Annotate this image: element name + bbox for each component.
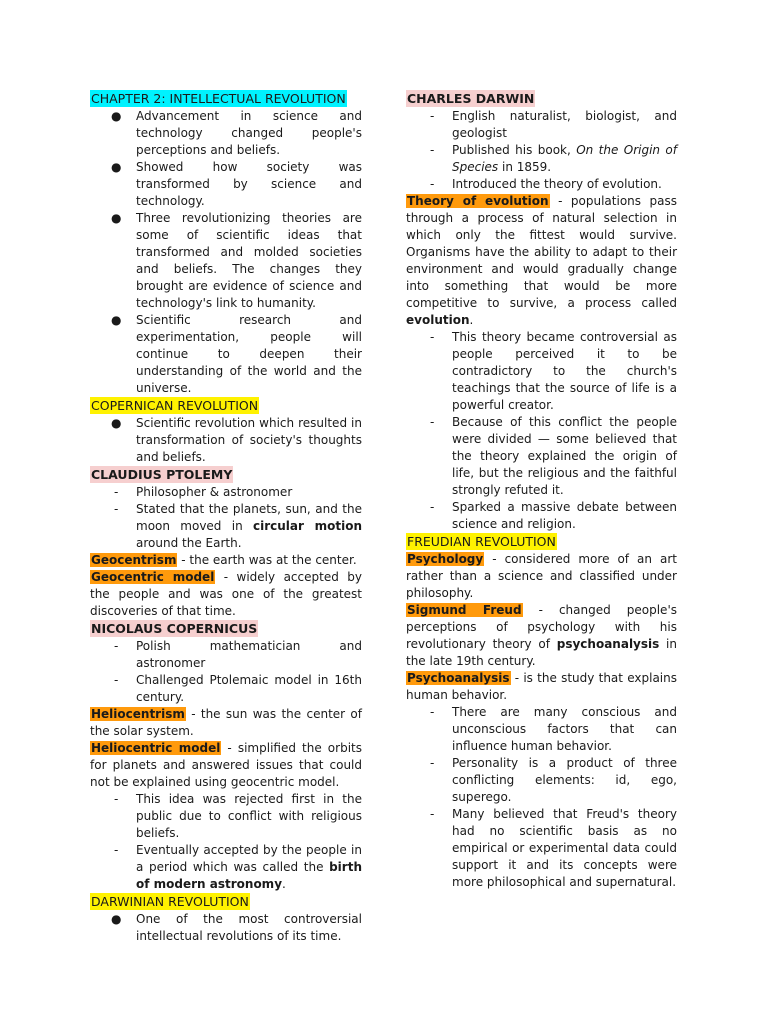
- chapter-heading-text: CHAPTER 2: INTELLECTUAL REVOLUTION: [91, 91, 346, 106]
- dash-icon: -: [114, 792, 119, 806]
- copernican-bullet-list: [90, 415, 362, 466]
- list-item: - Eventually accepted by the people in a period which was called the birth of modern astronomy.: [114, 843, 362, 891]
- list-item: - Challenged Ptolemaic model in 16th century.: [114, 673, 362, 704]
- term-highlight: Psychology: [407, 552, 484, 566]
- geocentric-model-definition: Geocentric model - widely accepted by the people and was one of the greatest discoveries of that time.: [90, 570, 362, 618]
- heliocentric-list: [90, 791, 362, 893]
- term-highlight: Psychoanalysis: [407, 671, 510, 685]
- freud-definition: Sigmund Freud - changed people's perceptions of psychology with his revolutionary theory of psychoanalysis in the late 19th century.: [406, 603, 677, 668]
- term-highlight: Theory of evolution: [407, 194, 549, 208]
- theory-of-evolution-definition: Theory of evolution - populations pass through a process of natural selection in which only the fittest would survive. Organisms have the ability to adapt to their environment and would gradually change into something that would be more competitive to survive, a process called evolution.: [406, 194, 677, 327]
- list-item: - Philosopher & astronomer: [114, 485, 293, 499]
- dash-icon: -: [430, 177, 435, 191]
- term-highlight: Heliocentrism: [91, 707, 185, 721]
- bullet-icon: ●: [111, 912, 122, 926]
- left-column: [90, 90, 362, 945]
- list-item: - Many believed that Freud's theory had no scientific basis as no empirical or experimental data could support it and its concepts were more philosophical and supernatural.: [430, 807, 677, 889]
- list-item: - There are many conscious and unconscious factors that can influence human behavior.: [430, 705, 677, 753]
- term-highlight: Geocentric model: [91, 570, 215, 584]
- darwinian-heading: DARWINIAN REVOLUTION: [91, 894, 249, 909]
- bullet-icon: ●: [111, 313, 122, 327]
- copernican-heading: COPERNICAN REVOLUTION: [91, 398, 259, 413]
- list-item: - Because of this conflict the people were divided — some believed that the theory explained the origin of life, but the religious and the faithful strongly refuted it.: [430, 415, 677, 497]
- copernicus-heading: NICOLAUS COPERNICUS: [91, 621, 258, 636]
- term-highlight: Sigmund Freud: [407, 603, 522, 617]
- list-item: ● Scientific revolution which resulted in transformation of society's thoughts and beliefs.: [111, 416, 362, 464]
- psychoanalysis-list: [406, 704, 677, 891]
- list-item: - Sparked a massive debate between science and religion.: [430, 500, 677, 531]
- darwin-heading: CHARLES DARWIN: [407, 91, 535, 106]
- list-item: - Personality is a product of three conflicting elements: id, ego, superego.: [430, 756, 677, 804]
- dash-icon: -: [114, 639, 119, 653]
- heliocentrism-definition: Heliocentrism - the sun was the center of the solar system.: [90, 707, 362, 738]
- list-item: ● Three revolutionizing theories are some of scientific ideas that transformed and molded societies and beliefs. The changes they brought are evidence of science and technology's link to humanity.: [111, 211, 362, 310]
- list-item: ● Scientific research and experimentation, people will continue to deepen their understanding of the world and the universe.: [111, 313, 362, 395]
- chapter-bullet-list: [90, 108, 362, 397]
- darwin-list: [406, 108, 677, 193]
- dash-icon: -: [430, 330, 435, 344]
- dash-icon: -: [430, 807, 435, 821]
- list-item: - Published his book, On the Origin of Species in 1859.: [430, 143, 677, 174]
- dash-icon: -: [430, 109, 435, 123]
- bullet-icon: ●: [111, 416, 122, 430]
- dash-icon: -: [430, 500, 435, 514]
- bullet-icon: ●: [111, 160, 122, 174]
- dash-icon: -: [430, 756, 435, 770]
- copernicus-list: [90, 638, 362, 706]
- darwinian-bullet-list: [90, 911, 362, 945]
- list-item: - This theory became controversial as people perceived it to be contradictory to the church's teachings that the source of life is a powerful creator.: [430, 330, 677, 412]
- heliocentric-model-definition: Heliocentric model - simplified the orbits for planets and answered issues that could not be explained using geocentric model.: [90, 741, 362, 789]
- dash-icon: -: [430, 705, 435, 719]
- list-item: - English naturalist, biologist, and geologist: [430, 109, 677, 140]
- dash-icon: -: [114, 502, 119, 516]
- dash-icon: -: [430, 143, 435, 157]
- chapter-heading: [90, 90, 362, 108]
- list-item: - This idea was rejected first in the public due to conflict with religious beliefs.: [114, 792, 362, 840]
- bullet-icon: ●: [111, 109, 122, 123]
- term-highlight: Geocentrism: [91, 553, 177, 567]
- list-item: - Polish mathematician and astronomer: [114, 639, 362, 670]
- list-item: ● Showed how society was transformed by science and technology.: [111, 160, 362, 208]
- dash-icon: -: [114, 673, 119, 687]
- psychoanalysis-definition: Psychoanalysis - is the study that explains human behavior.: [406, 671, 677, 702]
- term-highlight: Heliocentric model: [91, 741, 221, 755]
- list-item: ● One of the most controversial intellectual revolutions of its time.: [111, 912, 362, 943]
- ptolemy-list: [90, 484, 362, 552]
- evolution-list: [406, 329, 677, 533]
- dash-icon: -: [114, 485, 119, 499]
- freudian-heading: FREUDIAN REVOLUTION: [407, 534, 556, 549]
- list-item: - Introduced the theory of evolution.: [430, 177, 662, 191]
- list-item: ● Advancement in science and technology changed people's perceptions and beliefs.: [111, 109, 362, 157]
- psychology-definition: Psychology - considered more of an art rather than a science and classified under philosophy.: [406, 552, 677, 600]
- ptolemy-heading: CLAUDIUS PTOLEMY: [91, 467, 233, 482]
- geocentrism-definition: Geocentrism - the earth was at the center.: [91, 553, 357, 567]
- bullet-icon: ●: [111, 211, 122, 225]
- right-column: [406, 90, 677, 891]
- list-item: - Stated that the planets, sun, and the moon moved in circular motion around the Earth.: [114, 502, 362, 550]
- dash-icon: -: [430, 415, 435, 429]
- dash-icon: -: [114, 843, 119, 857]
